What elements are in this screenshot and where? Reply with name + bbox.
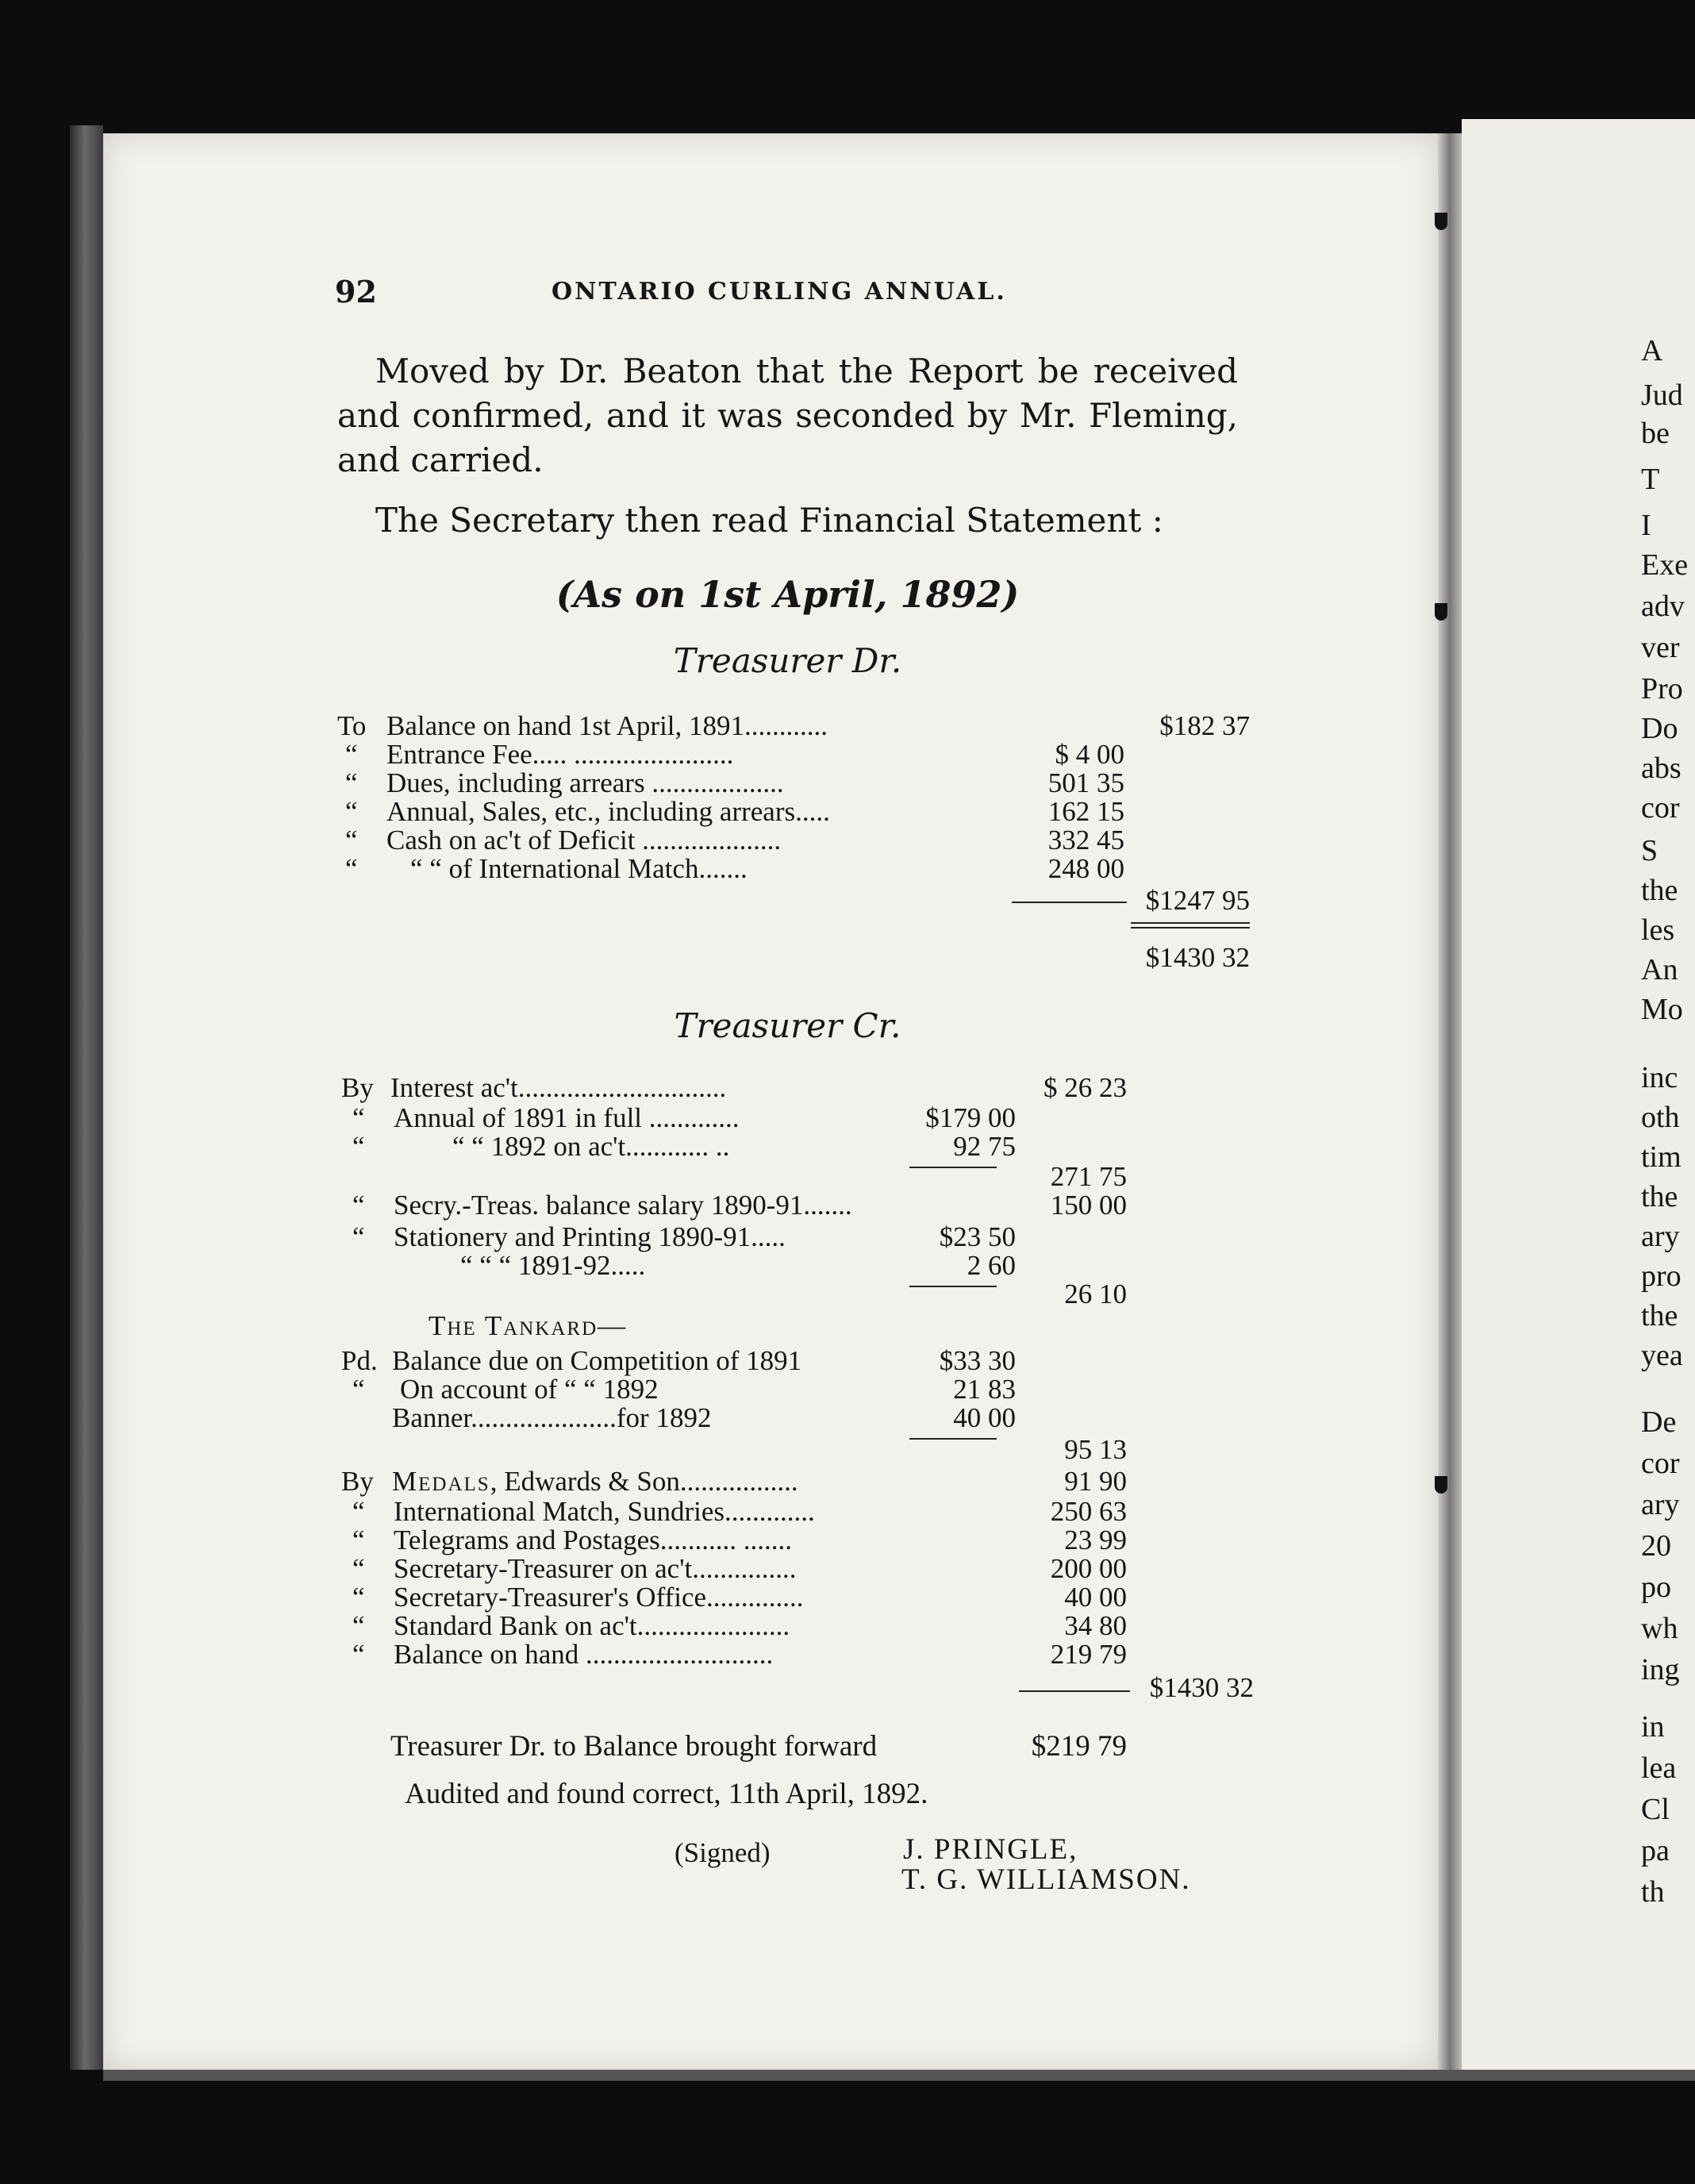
page-bottom-edge	[103, 2070, 1695, 2081]
facing-text: be	[1641, 417, 1670, 450]
facing-text: the	[1641, 874, 1678, 907]
credit-heading: Treasurer Cr.	[674, 1006, 901, 1045]
facing-text: ary	[1641, 1488, 1680, 1521]
facing-text: the	[1641, 1180, 1678, 1213]
facing-text: po	[1641, 1571, 1671, 1604]
facing-text: Pro	[1641, 672, 1683, 706]
facing-text: oth	[1641, 1101, 1680, 1134]
date-heading: (As on 1st April, 1892)	[555, 573, 1020, 616]
subtotal-rule	[909, 1167, 997, 1168]
subtotal-rule	[909, 1438, 997, 1440]
facing-text: pro	[1641, 1259, 1682, 1293]
facing-text: lea	[1641, 1751, 1677, 1785]
signer-2: T. G. WILLIAMSON.	[901, 1863, 1191, 1896]
binding-mark	[1435, 213, 1447, 230]
facing-text: ver	[1641, 631, 1680, 664]
book-spine	[70, 125, 103, 2070]
audit-note: Audited and found correct, 11th April, 1892.	[405, 1778, 928, 1810]
debit-heading: Treasurer Dr.	[673, 641, 902, 680]
binding-mark	[1435, 603, 1447, 621]
signer-1: J. PRINGLE,	[903, 1833, 1078, 1866]
facing-text: An	[1641, 953, 1678, 986]
signed-label: (Signed)	[675, 1837, 771, 1868]
facing-text: wh	[1641, 1612, 1678, 1645]
subtotal-rule	[909, 1286, 997, 1287]
facing-text: adv	[1641, 590, 1685, 623]
forward-label: Treasurer Dr. to Balance brought forward	[390, 1730, 878, 1763]
facing-text: S	[1641, 834, 1658, 867]
facing-text: yea	[1641, 1339, 1683, 1372]
total-rule	[1019, 1690, 1130, 1692]
facing-text: Cl	[1641, 1793, 1670, 1826]
facing-text: ing	[1641, 1653, 1680, 1686]
facing-text: les	[1641, 913, 1675, 947]
page-number: 92	[335, 274, 377, 310]
facing-text: Jud	[1641, 379, 1683, 412]
facing-text: in	[1641, 1710, 1665, 1744]
running-title: ONTARIO CURLING ANNUAL.	[552, 278, 1007, 306]
facing-text: 20	[1641, 1529, 1671, 1563]
facing-text: I	[1641, 509, 1651, 542]
binding-mark	[1435, 1476, 1447, 1494]
facing-text: tim	[1641, 1140, 1682, 1174]
total-rule	[1131, 927, 1250, 929]
facing-text: pa	[1641, 1834, 1670, 1867]
facing-text: Mo	[1641, 993, 1683, 1026]
facing-text: cor	[1641, 1447, 1680, 1480]
facing-text: inc	[1641, 1061, 1678, 1094]
statement-intro: The Secretary then read Financial Statement :	[375, 501, 1163, 540]
facing-text: abs	[1641, 752, 1682, 785]
forward-amount: $219 79	[1031, 1730, 1127, 1763]
facing-text: cor	[1641, 791, 1680, 825]
facing-text: ary	[1641, 1220, 1680, 1253]
book-gutter	[1438, 133, 1462, 2070]
motion-paragraph: Moved by Dr. Beaton that the Report be received and confirmed, and it was seconded by Mr. Fleming, and carried.	[337, 352, 1238, 479]
total-rule	[1131, 922, 1250, 924]
facing-text: th	[1641, 1875, 1665, 1909]
subtotal-rule	[1012, 902, 1127, 903]
facing-text: A	[1641, 334, 1663, 367]
facing-text: T	[1641, 463, 1660, 496]
facing-text: the	[1641, 1299, 1678, 1332]
facing-text: Exe	[1641, 548, 1689, 582]
tankard-heading: The Tankard—	[429, 1310, 628, 1341]
facing-text: Do	[1641, 712, 1678, 745]
facing-text: De	[1641, 1405, 1677, 1439]
